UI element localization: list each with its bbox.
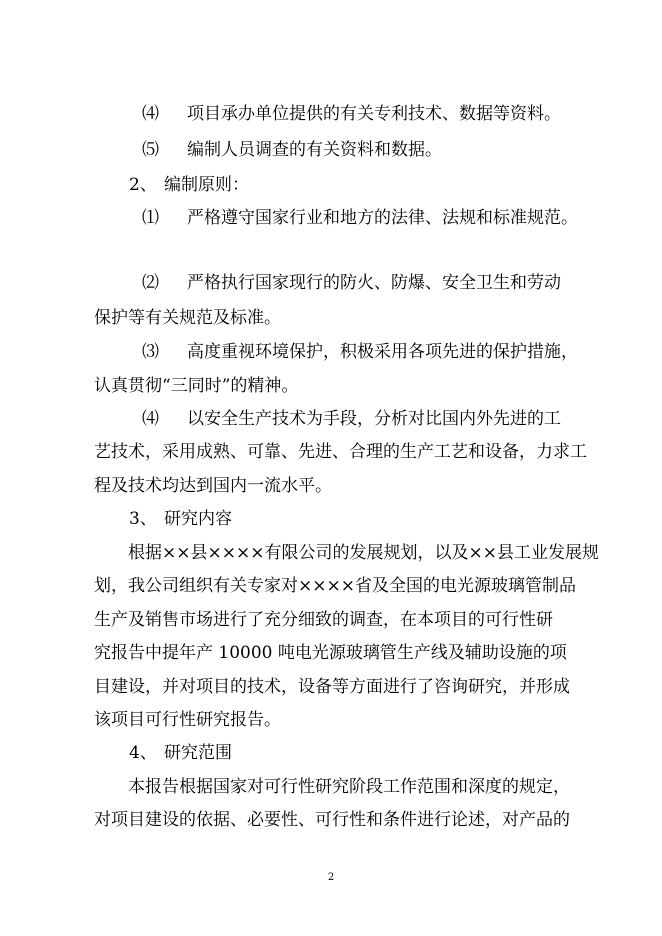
item-number: ⑷ bbox=[142, 409, 159, 429]
line-text: 保护等有关规范及标准。 bbox=[94, 308, 281, 328]
item-number: ⑸ bbox=[142, 140, 159, 160]
line-text: 目建设，并对项目的技术，设备等方面进行了咨询研究，并形成 bbox=[94, 677, 570, 697]
page-number: 2 bbox=[327, 872, 335, 883]
line-text: 生产及销售市场进行了充分细致的调查，在本项目的可行性研 bbox=[94, 610, 553, 630]
section-number: 4、 bbox=[129, 743, 157, 763]
line-text: 本报告根据国家对可行性研究阶段工作范围和深度的规定， bbox=[128, 777, 570, 797]
line-text: 对项目建设的依据、必要性、可行性和条件进行论述，对产品的 bbox=[94, 810, 570, 830]
item-number: ⑴ bbox=[142, 208, 159, 228]
section-title: 研究内容 bbox=[164, 509, 232, 529]
line-text: 该项目可行性研究报告。 bbox=[94, 710, 281, 730]
line-text: 究报告中提年产 10000 吨电光源玻璃管生产线及辅助设施的项 bbox=[94, 643, 567, 663]
item-text: 以安全生产技术为手段，分析对比国内外先进的工 bbox=[187, 409, 561, 429]
section-title: 研究范围 bbox=[164, 743, 232, 763]
item-text: 严格执行国家现行的防火、防爆、安全卫生和劳动 bbox=[187, 273, 561, 293]
item-number: ⑵ bbox=[142, 273, 159, 293]
item-text: 编制人员调查的有关资料和数据。 bbox=[187, 140, 442, 160]
section-number: 2、 bbox=[129, 175, 157, 195]
line-text: 根据××县××××有限公司的发展规划，以及××县工业发展规 bbox=[128, 543, 599, 563]
item-number: ⑶ bbox=[142, 342, 159, 362]
section-title: 编制原则： bbox=[164, 175, 249, 195]
item-number: ⑷ bbox=[142, 104, 159, 124]
line-text: 划，我公司组织有关专家对××××省及全国的电光源玻璃管制品 bbox=[94, 576, 576, 596]
line-text: 认真贯彻“三同时”的精神。 bbox=[94, 376, 299, 396]
item-text: 严格遵守国家行业和地方的法律、法规和标准规范。 bbox=[187, 208, 578, 228]
item-text: 高度重视环境保护，积极采用各项先进的保护措施， bbox=[187, 342, 578, 362]
section-number: 3、 bbox=[129, 509, 157, 529]
item-text: 项目承办单位提供的有关专利技术、数据等资料。 bbox=[187, 104, 561, 124]
line-text: 程及技术均达到国内一流水平。 bbox=[94, 476, 332, 496]
line-text: 艺技术，采用成熟、可靠、先进、合理的生产工艺和设备，力求工 bbox=[94, 442, 587, 462]
